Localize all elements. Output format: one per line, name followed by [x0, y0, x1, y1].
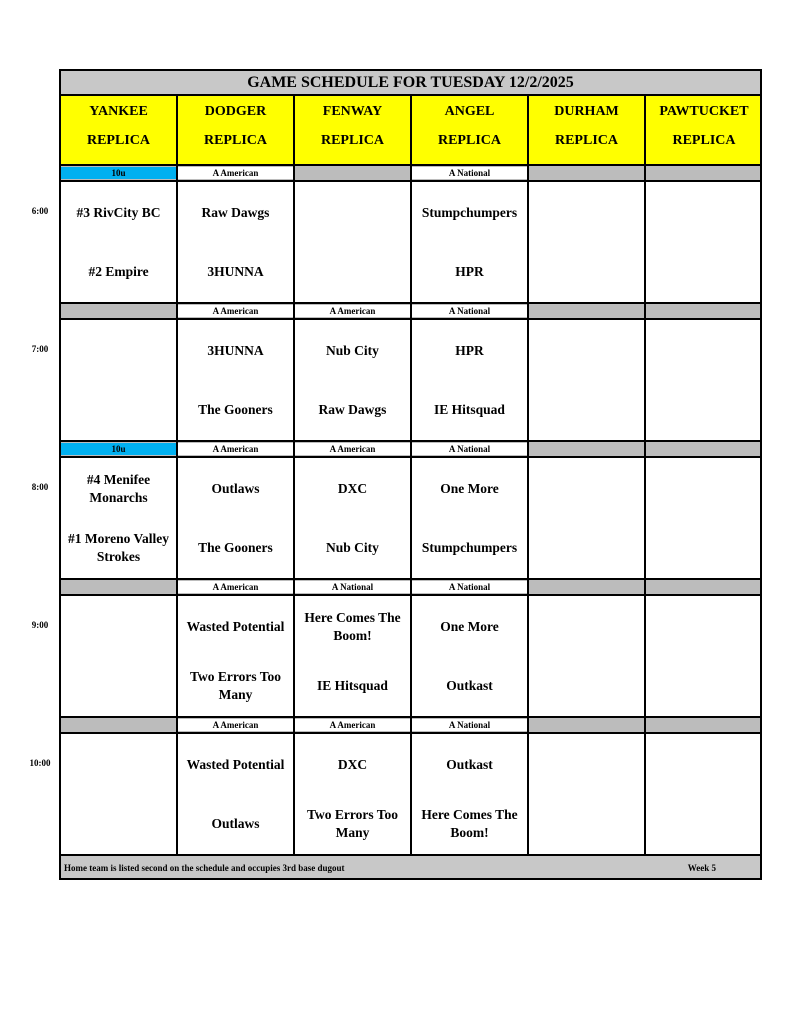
division-cell [646, 304, 762, 320]
away-team: Wasted Potential [186, 756, 285, 772]
time-label: 9:00 [31, 620, 49, 630]
away-team: #3 RivCity BC [76, 204, 161, 220]
home-team: Two Errors Too Many [306, 807, 398, 841]
schedule-footer [61, 856, 760, 880]
home-team: Outkast [446, 678, 493, 694]
division-cell [61, 304, 178, 320]
away-team [529, 183, 644, 243]
division-cell [529, 304, 646, 320]
home-team [646, 519, 762, 579]
home-team: Raw Dawgs [318, 402, 387, 418]
away-team: Raw Dawgs [201, 204, 270, 220]
division-label: A American [178, 167, 293, 179]
game-cell [178, 596, 295, 718]
schedule-table [59, 69, 762, 880]
home-team [529, 243, 644, 303]
division-cell [61, 718, 178, 734]
away-team [646, 183, 762, 243]
home-team: IE Hitsquad [434, 402, 505, 418]
field-name: ANGEL [444, 104, 495, 119]
game-cell [529, 458, 646, 580]
away-team: DXC [337, 480, 368, 496]
away-team: Here Comes The Boom! [304, 609, 401, 643]
division-cell [646, 442, 762, 458]
away-team [61, 735, 176, 795]
game-cell [178, 458, 295, 580]
week-label: Week 5 [687, 863, 716, 873]
away-team [61, 321, 176, 381]
field-subtitle: REPLICA [320, 133, 384, 148]
division-cell [646, 166, 762, 182]
game-cell [178, 320, 295, 442]
field-subtitle: REPLICA [86, 133, 150, 148]
schedule-title [61, 71, 760, 96]
game-cell [295, 734, 412, 856]
division-cell [529, 718, 646, 734]
game-cell [529, 182, 646, 304]
division-cell [178, 166, 295, 182]
division-label: A American [178, 305, 293, 317]
game-cell [529, 320, 646, 442]
division-cell [529, 166, 646, 182]
home-team: The Gooners [198, 540, 273, 556]
division-label: A National [412, 305, 527, 317]
game-cell [61, 596, 178, 718]
field-subtitle: REPLICA [203, 133, 267, 148]
home-team: IE Hitsquad [317, 678, 388, 694]
division-label: A National [412, 719, 527, 731]
away-team: Nub City [326, 342, 379, 358]
division-label: A National [412, 581, 527, 593]
home-team: The Gooners [198, 402, 273, 418]
division-cell [178, 442, 295, 458]
home-team [646, 795, 762, 855]
away-team [61, 597, 176, 657]
game-cell [646, 458, 762, 580]
field-header-angel [412, 96, 529, 166]
home-team: HPR [455, 264, 484, 280]
time-label: 6:00 [31, 206, 49, 216]
division-cell [412, 580, 529, 596]
division-label: A American [295, 443, 410, 455]
game-cell [412, 320, 529, 442]
time-label: 10:00 [29, 758, 51, 768]
division-cell [178, 304, 295, 320]
home-team [529, 657, 644, 717]
division-label: 10u [61, 167, 176, 179]
game-cell [646, 596, 762, 718]
division-label: A American [295, 719, 410, 731]
away-team [529, 459, 644, 519]
division-cell [412, 304, 529, 320]
away-team [646, 459, 762, 519]
home-team: Here Comes The Boom! [421, 807, 518, 841]
home-team [529, 381, 644, 441]
away-team [646, 735, 762, 795]
division-label: A National [412, 443, 527, 455]
field-name: DURHAM [554, 104, 619, 119]
game-cell [61, 320, 178, 442]
game-cell [412, 734, 529, 856]
home-team [646, 381, 762, 441]
game-cell [412, 596, 529, 718]
division-cell [529, 442, 646, 458]
game-cell [295, 458, 412, 580]
home-team: Stumpchumpers [421, 540, 518, 556]
away-team: #4 Menifee Monarchs [86, 471, 151, 505]
game-cell [178, 182, 295, 304]
home-team: #2 Empire [88, 264, 149, 280]
away-team: Outlaws [211, 480, 260, 496]
time-label: 8:00 [31, 482, 49, 492]
division-cell [646, 580, 762, 596]
division-cell [295, 580, 412, 596]
field-subtitle: REPLICA [672, 133, 736, 148]
division-cell [295, 166, 412, 182]
game-cell [412, 458, 529, 580]
schedule-title-text: GAME SCHEDULE FOR TUESDAY 12/2/2025 [247, 73, 574, 91]
game-cell [646, 320, 762, 442]
field-name: DODGER [204, 104, 267, 119]
division-cell [646, 718, 762, 734]
away-team: Wasted Potential [186, 618, 285, 634]
away-team [295, 183, 410, 243]
division-label: A American [178, 581, 293, 593]
away-team [529, 597, 644, 657]
game-cell [529, 596, 646, 718]
field-header-dodger [178, 96, 295, 166]
division-cell [295, 718, 412, 734]
division-cell [412, 166, 529, 182]
division-cell [61, 166, 178, 182]
time-label: 7:00 [31, 344, 49, 354]
field-subtitle: REPLICA [554, 133, 618, 148]
game-cell [295, 596, 412, 718]
division-label: A American [178, 719, 293, 731]
division-cell [295, 442, 412, 458]
home-team: Nub City [326, 540, 379, 556]
home-team: Two Errors Too Many [189, 669, 281, 703]
footer-note: Home team is listed second on the schedule and occupies 3rd base dugout [64, 863, 345, 873]
game-cell [295, 320, 412, 442]
away-team [646, 597, 762, 657]
home-team [646, 657, 762, 717]
away-team: DXC [337, 756, 368, 772]
field-name: YANKEE [89, 104, 148, 119]
division-cell [61, 580, 178, 596]
field-name: PAWTUCKET [659, 104, 749, 119]
field-header-durham [529, 96, 646, 166]
home-team [295, 243, 410, 303]
game-cell [646, 182, 762, 304]
field-subtitle: REPLICA [437, 133, 501, 148]
away-team: One More [440, 480, 499, 496]
game-cell [529, 734, 646, 856]
division-cell [529, 580, 646, 596]
home-team: #1 Moreno Valley Strokes [68, 531, 169, 565]
home-team [61, 657, 176, 717]
division-cell [412, 442, 529, 458]
away-team: Outkast [446, 756, 493, 772]
away-team [529, 321, 644, 381]
division-cell [178, 580, 295, 596]
home-team: 3HUNNA [207, 264, 264, 280]
field-name: FENWAY [322, 104, 383, 119]
division-label: A American [178, 443, 293, 455]
home-team [61, 381, 176, 441]
division-cell [295, 304, 412, 320]
field-header-pawtucket [646, 96, 762, 166]
away-team: HPR [455, 342, 484, 358]
division-cell [412, 718, 529, 734]
field-header-fenway [295, 96, 412, 166]
game-cell [646, 734, 762, 856]
home-team [61, 795, 176, 855]
home-team: Outlaws [211, 816, 260, 832]
field-header-yankee [61, 96, 178, 166]
game-cell [295, 182, 412, 304]
away-team: Stumpchumpers [421, 204, 518, 220]
home-team [529, 795, 644, 855]
division-label: A National [412, 167, 527, 179]
home-team [646, 243, 762, 303]
division-label: A American [295, 305, 410, 317]
away-team [529, 735, 644, 795]
game-cell [61, 458, 178, 580]
division-label: A National [295, 581, 410, 593]
away-team: 3HUNNA [207, 342, 264, 358]
game-cell [61, 182, 178, 304]
division-cell [178, 718, 295, 734]
division-label: 10u [61, 443, 176, 455]
game-cell [61, 734, 178, 856]
game-cell [178, 734, 295, 856]
away-team [646, 321, 762, 381]
division-cell [61, 442, 178, 458]
game-cell [412, 182, 529, 304]
home-team [529, 519, 644, 579]
away-team: One More [440, 618, 499, 634]
